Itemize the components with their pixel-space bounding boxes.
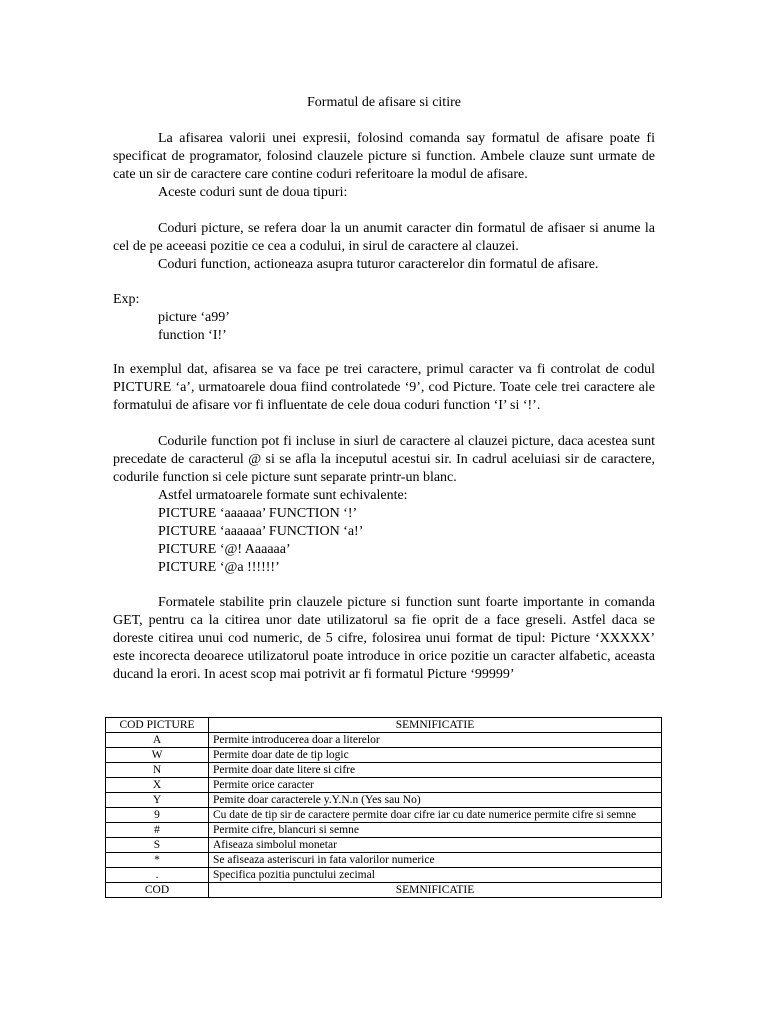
code-cell: W bbox=[106, 748, 209, 763]
paragraph-equivalent-formats: Astfel urmatoarele formate sunt echivalente: bbox=[158, 488, 408, 503]
code-cell: * bbox=[106, 853, 209, 868]
code-cell: S bbox=[106, 838, 209, 853]
meaning-cell: Permite doar date de tip logic bbox=[209, 748, 662, 763]
paragraph-intro: La afisarea valorii unei expresii, folosind comanda say formatul de afisare poate fi specificat de programator, folosind clauzele picture si function. Ambele clauze sunt urmate de cate un sir de caractere care contine coduri referitoare la modul de afisare. bbox=[113, 131, 655, 182]
format-line-2: PICTURE ‘aaaaaa’ FUNCTION ‘a!’ bbox=[158, 524, 364, 539]
meaning-cell: Cu date de tip sir de caractere permite doar cifre iar cu date numerice permite cifre si semne bbox=[209, 808, 662, 823]
code-cell: 9 bbox=[106, 808, 209, 823]
header-code-cell: COD PICTURE bbox=[106, 718, 209, 733]
meaning-cell: Permite cifre, blancuri si semne bbox=[209, 823, 662, 838]
picture-codes-table bbox=[105, 717, 662, 898]
table-row bbox=[106, 778, 662, 793]
code-cell: A bbox=[106, 733, 209, 748]
table-row bbox=[106, 868, 662, 883]
paragraph-function-codes: Coduri function, actioneaza asupra tuturor caracterelor din formatul de afisare. bbox=[158, 257, 599, 272]
table-row bbox=[106, 823, 662, 838]
code-cell: N bbox=[106, 763, 209, 778]
format-line-4: PICTURE ‘@a !!!!!!’ bbox=[158, 560, 280, 575]
format-line-1: PICTURE ‘aaaaaa’ FUNCTION ‘!’ bbox=[158, 506, 358, 521]
document-title: Formatul de afisare si citire bbox=[307, 95, 461, 110]
table-row bbox=[106, 733, 662, 748]
footer-code-cell: COD bbox=[106, 883, 209, 898]
code-cell: . bbox=[106, 868, 209, 883]
table-row bbox=[106, 763, 662, 778]
meaning-cell: Afiseaza simbolul monetar bbox=[209, 838, 662, 853]
code-cell: Y bbox=[106, 793, 209, 808]
code-cell: X bbox=[106, 778, 209, 793]
example-function-line: function ‘I!’ bbox=[158, 328, 227, 343]
header-meaning-cell: SEMNIFICATIE bbox=[209, 718, 662, 733]
example-section bbox=[113, 291, 655, 345]
intro-section bbox=[113, 130, 655, 202]
get-command-section bbox=[113, 594, 655, 684]
table-footer-row bbox=[106, 883, 662, 898]
table-row bbox=[106, 853, 662, 868]
paragraph-example-explanation: In exemplul dat, afisarea se va face pe trei caractere, primul caracter va fi controlat de codul PICTURE ‘a’, urmatoarele doua fiind controlatede ‘9’, cod Picture. Toate cele trei caractere ale formatului de afisare vor fi influentate de cele doua coduri function ‘I’ si ‘!’. bbox=[113, 362, 655, 413]
footer-meaning-cell: SEMNIFICATIE bbox=[209, 883, 662, 898]
table-row bbox=[106, 793, 662, 808]
meaning-cell: Specifica pozitia punctului zecimal bbox=[209, 868, 662, 883]
code-cell: # bbox=[106, 823, 209, 838]
format-line-3: PICTURE ‘@! Aaaaaa’ bbox=[158, 542, 291, 557]
paragraph-picture-codes: Coduri picture, se refera doar la un anumit caracter din formatul de afisaer si anume la cel de pe aceeasi pozitie ce cea a codului, in sirul de caractere al clauzei. bbox=[113, 221, 655, 254]
table-row bbox=[106, 808, 662, 823]
paragraph-code-types: Aceste coduri sunt de doua tipuri: bbox=[158, 185, 348, 200]
example-label: Exp: bbox=[113, 292, 140, 307]
explanation-section bbox=[113, 361, 655, 415]
combined-codes-section bbox=[113, 433, 655, 577]
meaning-cell: Permite orice caracter bbox=[209, 778, 662, 793]
paragraph-get-command: Formatele stabilite prin clauzele picture si function sunt foarte importante in comanda GET, pentru ca la citirea unor date utilizatorul sa fie oprit de a face greseli. Astfel daca se doreste citirea unui cod numeric, de 5 cifre, folosirea unui format de tipul: Picture ‘XXXXX’ este incorecta deoarece utilizatorul poate introduce in orice pozitie un caracter alfabetic, aceasta ducand la erori. In acest scop mai potrivit ar fi formatul Picture ‘99999’ bbox=[113, 595, 655, 682]
code-types-section bbox=[113, 220, 655, 274]
table-row bbox=[106, 838, 662, 853]
meaning-cell: Permite doar date litere si cifre bbox=[209, 763, 662, 778]
example-picture-line: picture ‘a99’ bbox=[158, 310, 230, 325]
table-header-row bbox=[106, 718, 662, 733]
meaning-cell: Pemite doar caracterele y.Y.N.n (Yes sau No) bbox=[209, 793, 662, 808]
meaning-cell: Permite introducerea doar a literelor bbox=[209, 733, 662, 748]
paragraph-combined-codes: Codurile function pot fi incluse in siurl de caractere al clauzei picture, daca acestea sunt precedate de caracterul @ si se afla la inceputul acestui sir. In cadrul aceluiasi sir de caractere, codurile function si cele picture sunt separate printr-un blanc. bbox=[113, 434, 655, 485]
table-row bbox=[106, 748, 662, 763]
meaning-cell: Se afiseaza asteriscuri in fata valorilor numerice bbox=[209, 853, 662, 868]
